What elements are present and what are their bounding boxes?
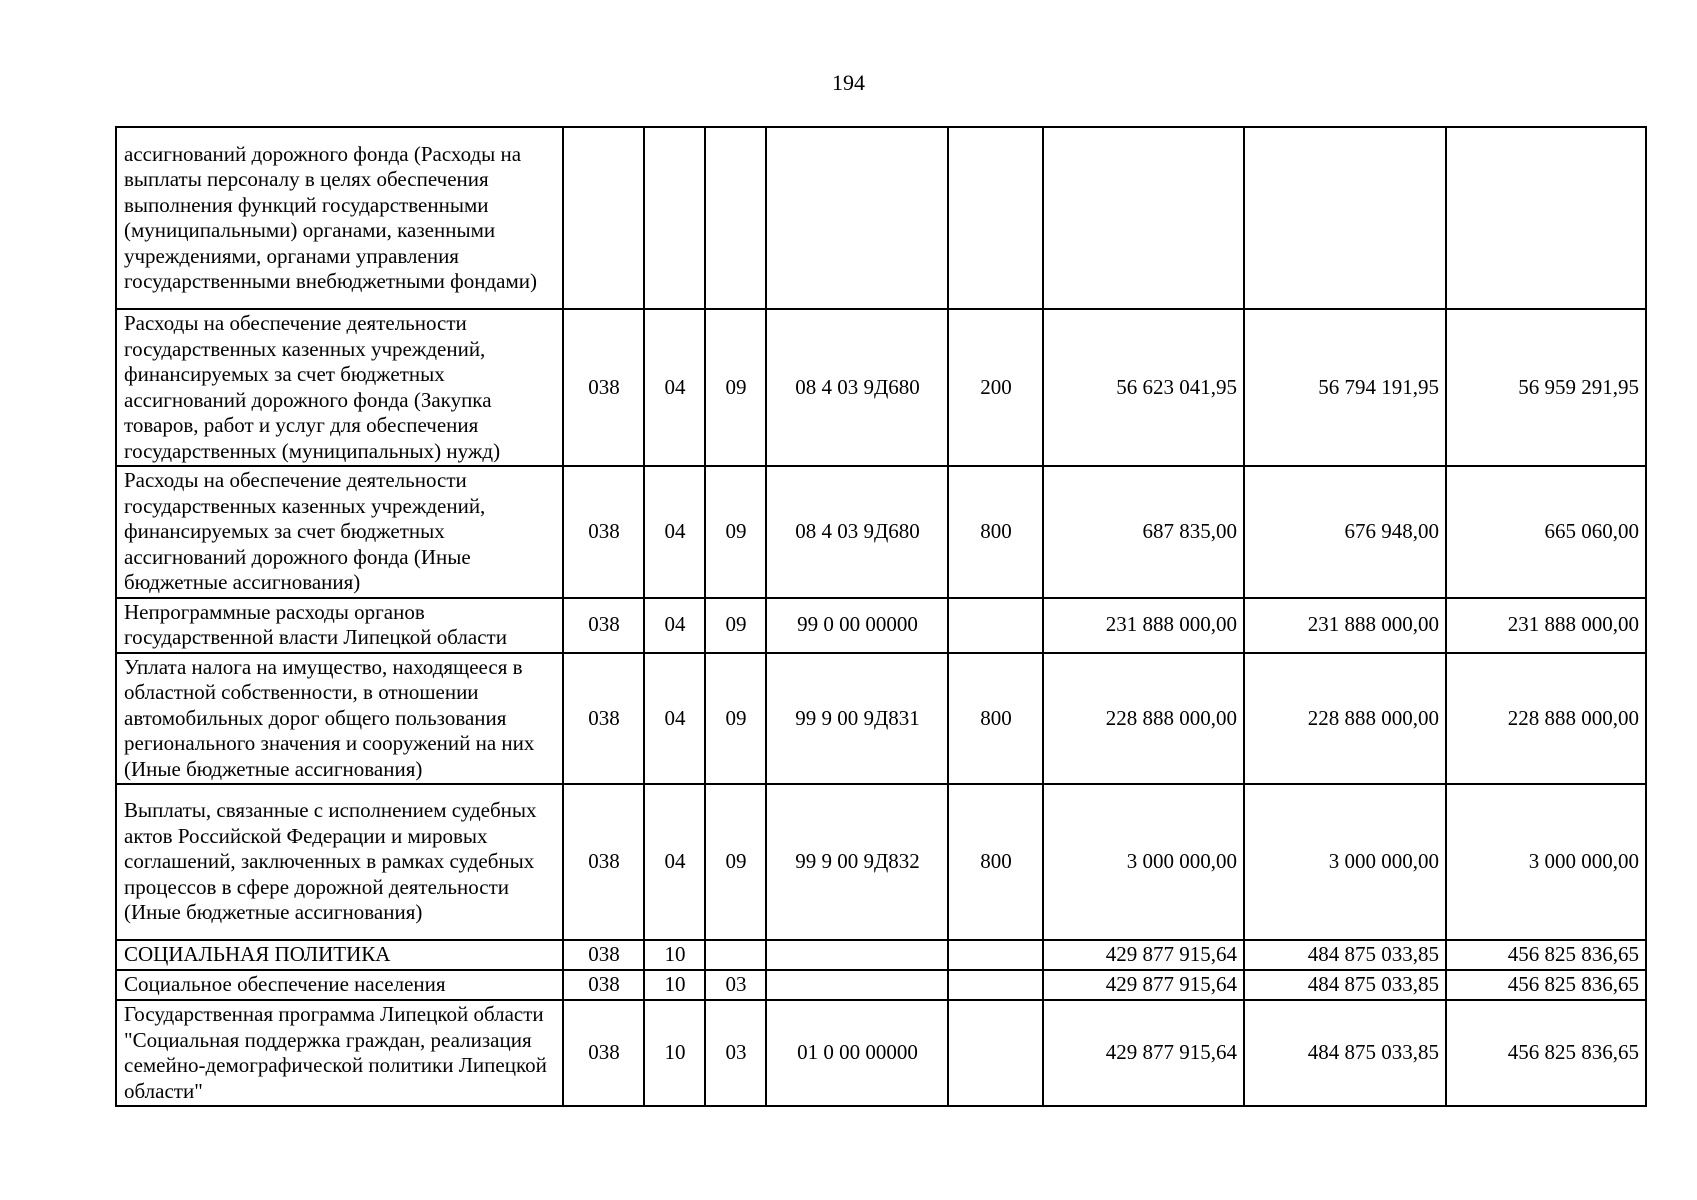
cell-sum-1: 429 877 915,64 — [1043, 940, 1244, 970]
cell-csr: 99 9 00 9Д832 — [766, 784, 948, 940]
row-description: Расходы на обеспечение деятельности государственных казенных учреждений, финансируемых за счет бюджетных ассигнований дорожного фонда (Закупка товаров, работ и услуг для обеспечения государственных (муниципальных) нужд) — [116, 309, 563, 466]
cell-sum-1: 429 877 915,64 — [1043, 970, 1244, 1000]
page-number: 194 — [832, 70, 865, 95]
cell-gr: 038 — [563, 784, 644, 940]
row-description: Расходы на обеспечение деятельности государственных казенных учреждений, финансируемых за счет бюджетных ассигнований дорожного фонда (Иные бюджетные ассигнования) — [116, 466, 563, 598]
row-description: СОЦИАЛЬНАЯ ПОЛИТИКА — [116, 940, 563, 970]
cell-sum-2: 56 794 191,95 — [1244, 309, 1446, 466]
cell-sum-3: 456 825 836,65 — [1446, 970, 1646, 1000]
cell-sum-3: 456 825 836,65 — [1446, 1000, 1646, 1106]
cell-sum-2 — [1244, 127, 1446, 309]
cell-csr: 01 0 00 00000 — [766, 1000, 948, 1106]
cell-sum-2: 3 000 000,00 — [1244, 784, 1446, 940]
cell-csr: 99 0 00 00000 — [766, 598, 948, 653]
cell-sum-2: 484 875 033,85 — [1244, 1000, 1446, 1106]
cell-sum-2: 484 875 033,85 — [1244, 940, 1446, 970]
cell-sum-3: 56 959 291,95 — [1446, 309, 1646, 466]
cell-rz: 10 — [644, 970, 705, 1000]
table-row — [116, 784, 1646, 940]
cell-vr: 800 — [948, 653, 1043, 785]
row-description: Государственная программа Липецкой области "Социальная поддержка граждан, реализация семейно-демографической политики Липецкой области" — [116, 1000, 563, 1106]
row-description: Непрограммные расходы органов государственной власти Липецкой области — [116, 598, 563, 653]
cell-sum-3: 3 000 000,00 — [1446, 784, 1646, 940]
row-description: ассигнований дорожного фонда (Расходы на выплаты персоналу в целях обеспечения выполнения функций государственными (муниципальными) органами, казенными учреждениями, органами управления государственными внебюджетными фондами) — [116, 127, 563, 309]
cell-vr — [948, 598, 1043, 653]
cell-sum-3: 665 060,00 — [1446, 466, 1646, 598]
row-description: Социальное обеспечение населения — [116, 970, 563, 1000]
cell-rz: 04 — [644, 309, 705, 466]
row-description: Уплата налога на имущество, находящееся в областной собственности, в отношении автомобильных дорог общего пользования регионального значения и сооружений на них (Иные бюджетные ассигнования) — [116, 653, 563, 785]
cell-vr — [948, 1000, 1043, 1106]
cell-gr — [563, 127, 644, 309]
cell-sum-1: 429 877 915,64 — [1043, 1000, 1244, 1106]
cell-sum-3: 231 888 000,00 — [1446, 598, 1646, 653]
cell-vr: 200 — [948, 309, 1043, 466]
table-row — [116, 309, 1646, 466]
cell-pr: 09 — [705, 784, 766, 940]
row-description: Выплаты, связанные с исполнением судебных актов Российской Федерации и мировых соглашений, заключенных в рамках судебных процессов в сфере дорожной деятельности (Иные бюджетные ассигнования) — [116, 784, 563, 940]
cell-rz: 04 — [644, 466, 705, 598]
cell-sum-3 — [1446, 127, 1646, 309]
table-body — [116, 127, 1646, 1106]
cell-gr: 038 — [563, 309, 644, 466]
cell-vr: 800 — [948, 784, 1043, 940]
cell-pr: 09 — [705, 598, 766, 653]
cell-csr: 08 4 03 9Д680 — [766, 309, 948, 466]
cell-gr: 038 — [563, 598, 644, 653]
table-row — [116, 970, 1646, 1000]
cell-rz: 04 — [644, 598, 705, 653]
cell-rz — [644, 127, 705, 309]
cell-gr: 038 — [563, 940, 644, 970]
table-row — [116, 127, 1646, 309]
cell-pr: 09 — [705, 466, 766, 598]
cell-sum-2: 484 875 033,85 — [1244, 970, 1446, 1000]
cell-csr — [766, 940, 948, 970]
table-row — [116, 466, 1646, 598]
cell-rz: 10 — [644, 1000, 705, 1106]
cell-pr: 03 — [705, 970, 766, 1000]
cell-csr: 99 9 00 9Д831 — [766, 653, 948, 785]
table-row — [116, 598, 1646, 653]
cell-pr — [705, 940, 766, 970]
cell-sum-2: 228 888 000,00 — [1244, 653, 1446, 785]
cell-gr: 038 — [563, 970, 644, 1000]
cell-csr — [766, 970, 948, 1000]
cell-vr: 800 — [948, 466, 1043, 598]
cell-pr: 09 — [705, 309, 766, 466]
cell-sum-3: 456 825 836,65 — [1446, 940, 1646, 970]
cell-vr — [948, 127, 1043, 309]
cell-pr — [705, 127, 766, 309]
cell-csr — [766, 127, 948, 309]
budget-table — [115, 126, 1647, 1107]
cell-pr: 09 — [705, 653, 766, 785]
cell-sum-1: 228 888 000,00 — [1043, 653, 1244, 785]
table-row — [116, 1000, 1646, 1106]
cell-sum-2: 676 948,00 — [1244, 466, 1446, 598]
cell-sum-1: 56 623 041,95 — [1043, 309, 1244, 466]
cell-vr — [948, 940, 1043, 970]
cell-sum-1: 3 000 000,00 — [1043, 784, 1244, 940]
cell-vr — [948, 970, 1043, 1000]
cell-sum-3: 228 888 000,00 — [1446, 653, 1646, 785]
cell-gr: 038 — [563, 1000, 644, 1106]
cell-sum-1: 231 888 000,00 — [1043, 598, 1244, 653]
cell-sum-1: 687 835,00 — [1043, 466, 1244, 598]
cell-csr: 08 4 03 9Д680 — [766, 466, 948, 598]
cell-sum-1 — [1043, 127, 1244, 309]
table-row — [116, 653, 1646, 785]
cell-rz: 04 — [644, 784, 705, 940]
cell-sum-2: 231 888 000,00 — [1244, 598, 1446, 653]
cell-rz: 04 — [644, 653, 705, 785]
cell-rz: 10 — [644, 940, 705, 970]
cell-gr: 038 — [563, 466, 644, 598]
table-row — [116, 940, 1646, 970]
cell-gr: 038 — [563, 653, 644, 785]
cell-pr: 03 — [705, 1000, 766, 1106]
